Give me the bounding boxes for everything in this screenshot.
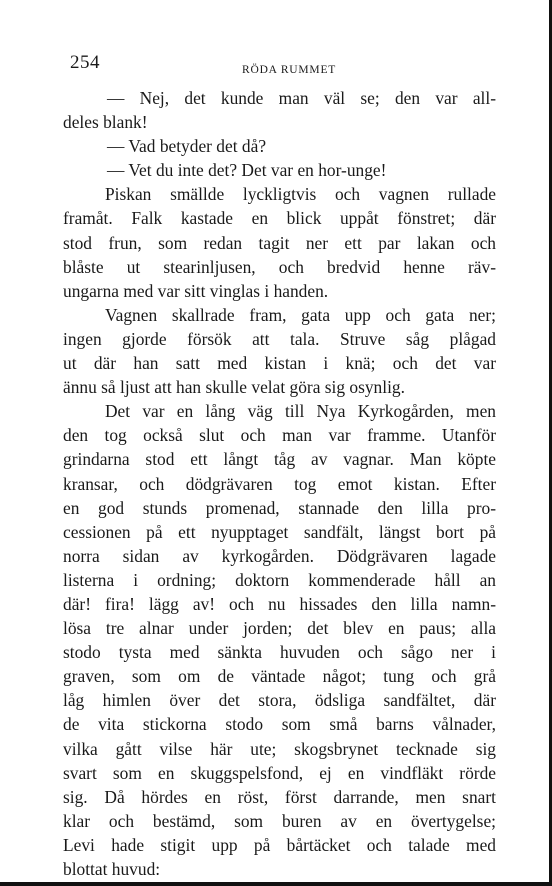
text-line: stodo tysta med sänkta huvuden och sågo ner i bbox=[63, 642, 496, 663]
text-line: en god stunds promenad, stannade den lilla pro- bbox=[63, 497, 496, 518]
page-edge-bottom bbox=[0, 882, 552, 886]
text-line: den tog också slut och man var framme. Utanför bbox=[63, 425, 496, 446]
text-line: ungarna med var sitt vinglas i handen. bbox=[63, 280, 329, 301]
text-line: klar och bestämd, som buren av en övertygelse; bbox=[63, 810, 496, 831]
text-line: kransar, och dödgrävaren tog emot kistan. Efter bbox=[63, 473, 496, 494]
text-line: framåt. Falk kastade en blick uppåt fönstret; där bbox=[63, 208, 496, 229]
text-line: Vagnen skallrade fram, gata upp och gata ner; bbox=[105, 304, 496, 325]
text-line: — Nej, det kunde man väl se; den var all- bbox=[107, 88, 496, 108]
text-line: Levi hade stigit upp på bårtäcket och talade med bbox=[63, 834, 496, 855]
text-line: deles blank! bbox=[63, 112, 148, 133]
text-line: blottat huvud: bbox=[63, 859, 161, 879]
page-header bbox=[70, 52, 500, 78]
text-line: cessionen på ett nyupptaget sandfält, längst bort på bbox=[63, 521, 496, 542]
text-line: ännu så ljust att han skulle velat göra sig osynlig. bbox=[63, 377, 405, 398]
text-line: grindarna stod ett långt tåg av vagnar. Man köpte bbox=[63, 449, 496, 470]
text-line: ut där han satt med kistan i knä; och det var bbox=[63, 353, 496, 374]
text-line: Det var en lång väg till Nya Kyrkogården, men bbox=[105, 401, 496, 422]
text-line: lösa tre alnar under jorden; det blev en paus; alla bbox=[63, 618, 496, 639]
text-line: låg himlen över det stora, ödsliga sandfältet, där bbox=[63, 690, 496, 711]
text-line: de vita stickorna stodo som små barns vålnader, bbox=[63, 714, 496, 735]
running-title: RÖDA RUMMET bbox=[242, 64, 337, 76]
text-line: — Vet du inte det? Det var en hor-unge! bbox=[107, 160, 387, 181]
text-line: blåste ut stearinljusen, och bredvid henne räv- bbox=[63, 256, 496, 277]
text-line: stod frun, som redan tagit ner ett par lakan och bbox=[63, 232, 496, 253]
text-line: graven, som om de väntade något; tung och grå bbox=[63, 666, 496, 687]
page-number: 254 bbox=[70, 52, 100, 73]
text-line: Piskan smällde lyckligtvis och vagnen rullade bbox=[105, 184, 496, 205]
text-line: svart som en skuggspelsfond, ej en vindfläkt rörde bbox=[63, 762, 496, 783]
text-line: vilka gått vilse här ute; skogsbrynet tecknade sig bbox=[63, 738, 496, 759]
text-line: ingen gjorde försök att tala. Struve såg plågad bbox=[63, 328, 496, 349]
text-line: — Vad betyder det då? bbox=[107, 136, 267, 157]
body-text bbox=[63, 86, 496, 881]
text-line: norra sidan av kyrkogården. Dödgrävaren lagade bbox=[63, 545, 496, 566]
text-line: listerna i ordning; doktorn kommenderade håll an bbox=[63, 569, 496, 590]
text-line: sig. Då hördes en röst, först darrande, men snart bbox=[63, 786, 496, 807]
text-line: där! fira! lägg av! och nu hissades den lilla namn- bbox=[63, 593, 496, 614]
